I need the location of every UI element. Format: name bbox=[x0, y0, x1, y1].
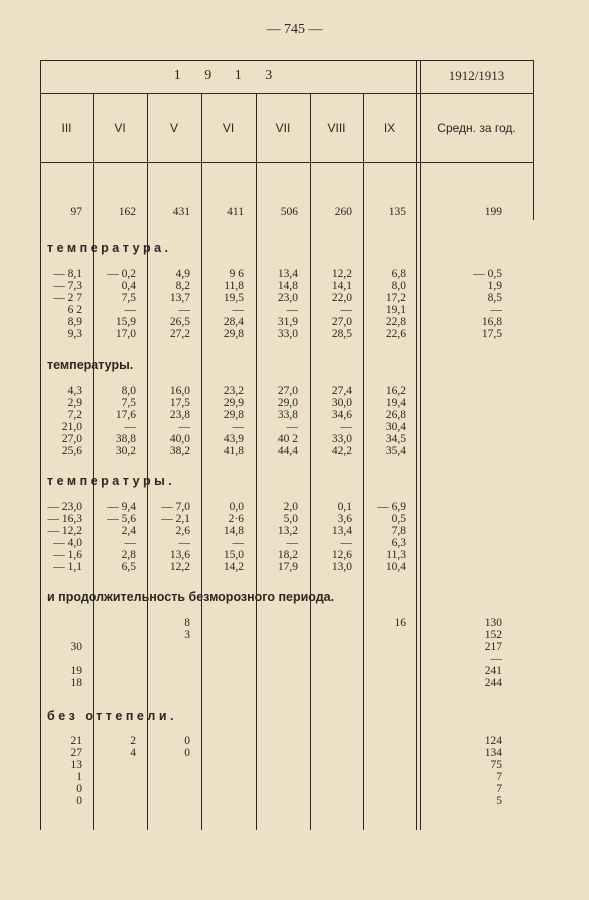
table-cell: 9,3 bbox=[67, 327, 82, 340]
table-cell: — 1,6 bbox=[53, 548, 82, 561]
table-cell: 4,3 bbox=[67, 385, 82, 397]
table-cell: 13,2 bbox=[277, 524, 298, 537]
table-cell: 19,4 bbox=[385, 396, 406, 409]
section-title: температуры. bbox=[47, 474, 176, 488]
table-cell: 1,9 bbox=[487, 279, 502, 292]
table-cell: 42,2 bbox=[331, 444, 352, 457]
table-cell: 22,0 bbox=[331, 291, 352, 304]
table-cell: 30,2 bbox=[115, 444, 136, 457]
table-cell: 38,2 bbox=[169, 444, 190, 457]
table-cell: 17,5 bbox=[169, 396, 190, 409]
table-cell: 23,2 bbox=[223, 385, 244, 397]
table-cell: 1 bbox=[76, 770, 82, 783]
table-cell: — bbox=[340, 536, 352, 549]
table-cell: 26,5 bbox=[169, 315, 190, 328]
table-cell: 17,0 bbox=[115, 327, 136, 340]
table-cell: 19,5 bbox=[223, 291, 244, 304]
table-cell: — bbox=[490, 652, 502, 665]
table-cell: 16,8 bbox=[481, 315, 502, 328]
table-cell: 0,4 bbox=[121, 279, 136, 292]
table-cell: 13,7 bbox=[169, 291, 190, 304]
table-cell: 241 bbox=[484, 664, 502, 677]
table-cell: 28,5 bbox=[331, 327, 352, 340]
table-cell: 506 bbox=[280, 206, 298, 218]
table-cell: 18,2 bbox=[277, 548, 298, 561]
table-cell: 11,3 bbox=[386, 548, 406, 561]
table-cell: — bbox=[124, 536, 136, 549]
table-cell: 2,0 bbox=[283, 501, 298, 513]
table-cell: — 12,2 bbox=[47, 524, 82, 537]
table-cell: — 2,1 bbox=[161, 512, 190, 525]
table-cell: — bbox=[124, 303, 136, 316]
table-cell: 152 bbox=[484, 628, 502, 641]
table-cell: 22,6 bbox=[385, 327, 406, 340]
header-right-border bbox=[533, 60, 534, 220]
page-number: — 745 — bbox=[266, 22, 323, 37]
table-cell: 2·6 bbox=[228, 512, 244, 525]
table-cell: 29,8 bbox=[223, 408, 244, 421]
table-cell: 27,0 bbox=[277, 385, 298, 397]
table-cell: 17,2 bbox=[385, 291, 406, 304]
month-column-header: VI bbox=[222, 121, 235, 135]
table-cell: — 8,1 bbox=[53, 268, 82, 280]
table-cell: 0,0 bbox=[229, 501, 244, 513]
table-cell: 7,5 bbox=[121, 396, 136, 409]
table-cell: 124 bbox=[484, 735, 502, 747]
section-title: и продолжительность безморозного периода. bbox=[47, 590, 335, 604]
table-cell: — 2 7 bbox=[53, 291, 82, 304]
avg-column-separator bbox=[416, 60, 417, 830]
month-column-header: VIII bbox=[327, 121, 346, 135]
table-cell: — 9,4 bbox=[107, 501, 136, 513]
table-cell: — 6,9 bbox=[377, 501, 406, 513]
header-top-rule bbox=[40, 60, 534, 61]
table-cell: 8,0 bbox=[121, 385, 136, 397]
table-cell: 199 bbox=[484, 206, 502, 218]
table-cell: 16,0 bbox=[169, 385, 190, 397]
month-column-header: V bbox=[169, 121, 178, 135]
table-cell: 411 bbox=[227, 206, 244, 218]
table-cell: 2,6 bbox=[175, 524, 190, 537]
table-cell: 44,4 bbox=[277, 444, 298, 457]
table-cell: 34,5 bbox=[385, 432, 406, 445]
table-cell: 29,8 bbox=[223, 327, 244, 340]
table-cell: 8,9 bbox=[67, 315, 82, 328]
month-column-header: VI bbox=[114, 121, 126, 135]
column-rule bbox=[310, 93, 311, 830]
table-cell: 41,8 bbox=[223, 444, 244, 457]
table-cell: 135 bbox=[388, 206, 406, 218]
avg-period-heading: 1912/1913 bbox=[448, 68, 505, 83]
avg-column-separator-2 bbox=[420, 60, 421, 830]
month-column-header: IX bbox=[383, 121, 396, 135]
table-cell: — bbox=[232, 303, 244, 316]
table-cell: 11,8 bbox=[224, 279, 244, 292]
table-cell: 27 bbox=[70, 746, 82, 759]
table-cell: — bbox=[232, 536, 244, 549]
table-cell: 8 bbox=[184, 617, 190, 629]
table-cell: — bbox=[340, 303, 352, 316]
table-cell: 431 bbox=[172, 206, 190, 218]
table-cell: 30,0 bbox=[331, 396, 352, 409]
table-cell: 7,2 bbox=[67, 408, 82, 421]
table-cell: 10,4 bbox=[385, 560, 406, 573]
table-cell: 34,6 bbox=[331, 408, 352, 421]
table-cell: — bbox=[286, 536, 298, 549]
table-cell: 27,4 bbox=[331, 385, 352, 397]
header-mid-rule bbox=[40, 93, 534, 94]
table-cell: 97 bbox=[70, 206, 82, 218]
table-cell: 26,8 bbox=[385, 408, 406, 421]
table-cell: 6,8 bbox=[391, 268, 406, 280]
table-cell: 0,5 bbox=[391, 512, 406, 525]
table-cell: — bbox=[286, 303, 298, 316]
table-cell: 22,8 bbox=[385, 315, 406, 328]
table-cell: — bbox=[124, 420, 136, 433]
table-cell: 12,2 bbox=[169, 560, 190, 573]
table-cell: — 23,0 bbox=[47, 501, 82, 513]
table-cell: 25,6 bbox=[61, 444, 82, 457]
table-cell: — 1,1 bbox=[53, 560, 82, 573]
table-cell: 6,5 bbox=[121, 560, 136, 573]
table-cell: 16 bbox=[394, 617, 406, 629]
table-cell: 134 bbox=[484, 746, 502, 759]
table-cell: 13,6 bbox=[169, 548, 190, 561]
table-cell: 2,4 bbox=[121, 524, 136, 537]
table-cell: 2,8 bbox=[121, 548, 136, 561]
table-cell: — 5,6 bbox=[107, 512, 136, 525]
table-cell: 14,8 bbox=[223, 524, 244, 537]
table-cell: 40,0 bbox=[169, 432, 190, 445]
table-cell: 14,1 bbox=[331, 279, 352, 292]
table-cell: 260 bbox=[334, 206, 352, 218]
table-cell: 18 bbox=[70, 676, 82, 689]
column-rule bbox=[201, 93, 202, 830]
table-cell: 8,2 bbox=[175, 279, 190, 292]
table-cell: 2 bbox=[130, 735, 136, 747]
table-cell: 244 bbox=[484, 676, 502, 689]
table-cell: 4,9 bbox=[175, 268, 190, 280]
table-cell: — bbox=[340, 420, 352, 433]
table-cell: 15,9 bbox=[115, 315, 136, 328]
table-cell: — 16,3 bbox=[47, 512, 82, 525]
table-cell: 13,4 bbox=[277, 268, 298, 280]
header-left-border bbox=[40, 60, 41, 830]
table-cell: 27,0 bbox=[331, 315, 352, 328]
table-cell: 33,0 bbox=[277, 327, 298, 340]
table-cell: — 0,5 bbox=[473, 268, 502, 280]
table-cell: 162 bbox=[118, 206, 136, 218]
table-cell: 217 bbox=[484, 640, 502, 653]
table-cell: 7,8 bbox=[391, 524, 406, 537]
table-cell: 2,9 bbox=[67, 396, 82, 409]
month-column-header: III bbox=[61, 121, 72, 135]
table-cell: 15,0 bbox=[223, 548, 244, 561]
table-cell: 0 bbox=[76, 782, 82, 795]
table-cell: 8,0 bbox=[391, 279, 406, 292]
table-cell: — 4,0 bbox=[53, 536, 82, 549]
section-title: без оттепели. bbox=[47, 709, 177, 723]
table-cell: 33,0 bbox=[331, 432, 352, 445]
table-cell: 5,0 bbox=[283, 512, 298, 525]
table-cell: 7 bbox=[496, 770, 502, 783]
table-cell: 6,3 bbox=[391, 536, 406, 549]
table-cell: 17,6 bbox=[115, 408, 136, 421]
table-cell: 33,8 bbox=[277, 408, 298, 421]
table-cell: 43,9 bbox=[223, 432, 244, 445]
table-cell: 0,1 bbox=[337, 501, 352, 513]
table-cell: 17,5 bbox=[481, 327, 502, 340]
table-cell: 23,0 bbox=[277, 291, 298, 304]
table-cell: 13 bbox=[70, 758, 82, 771]
table-cell: 6 2 bbox=[67, 303, 82, 316]
table-cell: 0 bbox=[184, 746, 190, 759]
header-bottom-rule bbox=[40, 162, 534, 163]
table-cell: 30 bbox=[70, 640, 82, 653]
table-cell: — bbox=[232, 420, 244, 433]
table-cell: 16,2 bbox=[385, 385, 406, 397]
table-cell: — bbox=[178, 536, 190, 549]
table-cell: 38,8 bbox=[115, 432, 136, 445]
table-cell: 75 bbox=[490, 758, 502, 771]
table-cell: — bbox=[178, 420, 190, 433]
table-cell: 12,6 bbox=[331, 548, 352, 561]
table-cell: 3 bbox=[184, 628, 190, 641]
table-cell: 7 bbox=[496, 782, 502, 795]
table-cell: 19 bbox=[70, 664, 82, 677]
table-cell: — 0,2 bbox=[107, 268, 136, 280]
table-cell: — bbox=[286, 420, 298, 433]
table-cell: 130 bbox=[484, 617, 502, 629]
table-cell: 28,4 bbox=[223, 315, 244, 328]
table-cell: 13,0 bbox=[331, 560, 352, 573]
table-cell: — 7,3 bbox=[53, 279, 82, 292]
table-cell: 14,8 bbox=[277, 279, 298, 292]
table-cell: 27,0 bbox=[61, 432, 82, 445]
table-cell: 35,4 bbox=[385, 444, 406, 457]
table-cell: 14,2 bbox=[223, 560, 244, 573]
table-cell: 29,0 bbox=[277, 396, 298, 409]
table-cell: 7,5 bbox=[121, 291, 136, 304]
month-column-header: VII bbox=[275, 121, 291, 135]
table-cell: 17,9 bbox=[277, 560, 298, 573]
table-cell: 27,2 bbox=[169, 327, 190, 340]
table-cell: 21 bbox=[70, 735, 82, 747]
section-title: температура. bbox=[47, 241, 172, 255]
table-cell: — bbox=[490, 303, 502, 316]
table-cell: 13,4 bbox=[331, 524, 352, 537]
section-title: температуры. bbox=[47, 358, 134, 372]
table-cell: 5 bbox=[496, 794, 502, 807]
table-cell: 0 bbox=[184, 735, 190, 747]
table-cell: 29,9 bbox=[223, 396, 244, 409]
table-cell: 0 bbox=[76, 794, 82, 807]
table-cell: 12,2 bbox=[331, 268, 352, 280]
table-cell: 4 bbox=[130, 746, 136, 759]
table-cell: 3,6 bbox=[337, 512, 352, 525]
table-cell: 21,0 bbox=[61, 420, 82, 433]
table-cell: — 7,0 bbox=[161, 501, 190, 513]
table-cell: 23,8 bbox=[169, 408, 190, 421]
table-cell: 30,4 bbox=[385, 420, 406, 433]
column-rule bbox=[363, 93, 364, 830]
table-cell: — bbox=[178, 303, 190, 316]
year-heading: 1 9 1 3 bbox=[173, 68, 283, 83]
table-cell: 40 2 bbox=[277, 432, 298, 445]
table-cell: 31,9 bbox=[277, 315, 298, 328]
column-rule bbox=[256, 93, 257, 830]
table-cell: 9 6 bbox=[229, 268, 244, 280]
table-cell: 19,1 bbox=[385, 303, 406, 316]
table-cell: 8,5 bbox=[487, 291, 502, 304]
avg-column-header: Средн. за год. bbox=[437, 121, 516, 135]
